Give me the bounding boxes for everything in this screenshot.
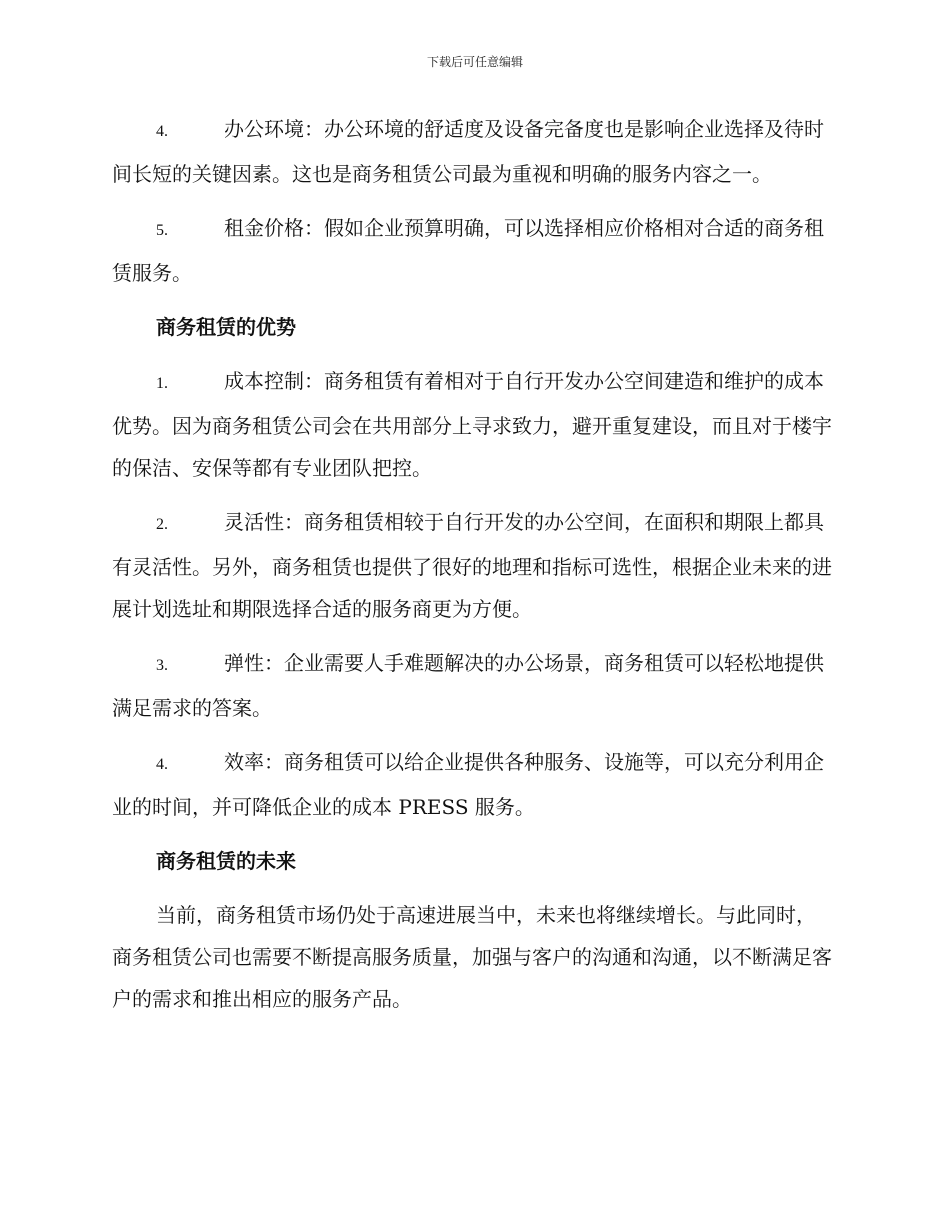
list-item-number: 4.: [156, 123, 168, 140]
list-item-text: 办公环境：办公环境的舒适度及设备完备度也是影响企业选择及待时间长短的关键因素。这也是商务租赁公司最为重视和明确的服务内容之一。: [112, 117, 824, 186]
page-header: 下载后可任意编辑: [426, 55, 523, 69]
list-item-number: 4.: [156, 756, 168, 773]
document-body: [112, 108, 834, 1032]
list-item-text: 灵活性：商务租赁相较于自行开发的办公空间，在面积和期限上都具有灵活性。另外，商务租赁也提供了很好的地理和指标可选性，根据企业未来的进展计划选址和期限选择合适的服务商更为方便。: [112, 510, 832, 621]
list-item-number: 2.: [156, 516, 168, 533]
list-item-text: 成本控制：商务租赁有着相对于自行开发办公空间建造和维护的成本优势。因为商务租赁公司会在共用部分上寻求致力，避开重复建设，而且对于楼宇的保洁、安保等都有专业团队把控。: [112, 369, 832, 480]
section-heading-future: 商务租赁的未来: [156, 849, 296, 873]
list-item-elasticity: [112, 642, 834, 729]
list-item-number: 5.: [156, 222, 168, 239]
list-item-text: 弹性：企业需要人手难题解决的办公场景，商务租赁可以轻松地提供满足需求的答案。: [112, 651, 824, 720]
list-item-text: 租金价格：假如企业预算明确，可以选择相应价格相对合适的商务租赁服务。: [112, 216, 824, 285]
list-item-flexibility: [112, 501, 834, 630]
paragraph-future: 当前，商务租赁市场仍处于高速进展当中，未来也将继续增长。与此同时，商务租赁公司也需要不断提高服务质量，加强与客户的沟通和沟通，以不断满足客户的需求和推出相应的服务产品。: [112, 903, 832, 1011]
list-item-number: 3.: [156, 657, 168, 674]
section-heading-advantages: 商务租赁的优势: [156, 315, 296, 339]
list-item-text: 效率：商务租赁可以给企业提供各种服务、设施等，可以充分利用企业的时间，并可降低企业的成本 PRESS 服务。: [112, 750, 824, 819]
list-item-rent-price: [112, 207, 834, 294]
list-item-cost-control: [112, 360, 834, 489]
list-item-office-environment: [112, 108, 834, 195]
list-item-number: 1.: [156, 375, 168, 392]
list-item-efficiency: [112, 741, 834, 828]
